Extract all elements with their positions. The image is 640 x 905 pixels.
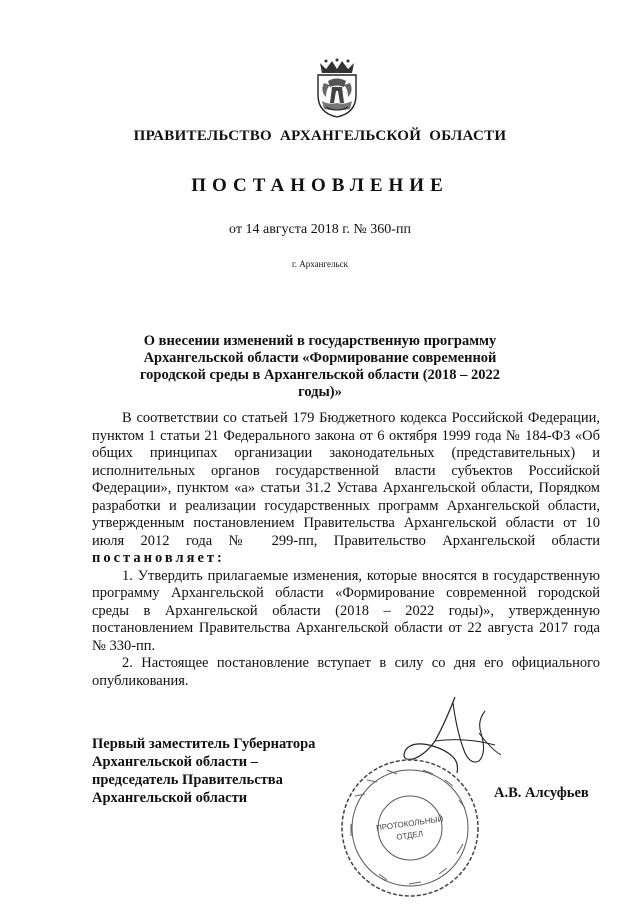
document-date-number: от 14 августа 2018 г. № 360-пп [229, 222, 411, 237]
signatory-line: Первый заместитель Губернатора [92, 736, 316, 752]
decree-item-1: 1. Утвердить прилагаемые изменения, которые вносятся в государственную программу Архангельской области «Формирование современной городской среды в Архангельской области (2018 – 2022 годы)», утвержденную постановлением Правительства Архангельской области от 22 августа 2017 года № 330-пп. [92, 567, 600, 654]
signatory-line: председатель Правительства [92, 772, 283, 788]
preamble-paragraph [92, 410, 600, 568]
signatory-name: А.В. Алсуфьев [494, 785, 589, 801]
stamp-text-line-1: ПРОТОКОЛЬНЫЙ [375, 814, 444, 833]
document-body [92, 410, 600, 690]
document-type: ПОСТАНОВЛЕНИЕ [191, 175, 449, 196]
stamp-text-line-2: ОТДЕЛ [395, 829, 424, 842]
coat-of-arms-icon [314, 57, 360, 119]
decree-word: постановляет: [92, 550, 225, 566]
subject-line: Архангельской области «Формирование современной [143, 350, 497, 366]
subject-line: городской среды в Архангельской области (2018 – 2022 годы)» [139, 367, 501, 400]
signatory-position [92, 735, 315, 807]
signatory-line: Архангельской области – [92, 754, 258, 770]
subject-line: О внесении изменений в государственную программу [143, 333, 497, 349]
preamble-text: В соответствии со статьей 179 Бюджетного кодекса Российской Федерации, пунктом 1 статьи 21 Федерального закона от 6 октября 1999 года № 184-ФЗ «Об общих принципах организации законодательных (представительных) и исполнительных органов государственной власти субъектов Российской Федерации», пунктом «а» статьи 31.2 Устава Архангельской области, Порядком разработки и реализации государственных программ Архангельской области, утвержденным постановлением Правительства Архангельской области от 10 июля 2012 года № 299-пп, Правительство Архангельской области [92, 410, 600, 549]
document-place: г. Архангельск [292, 259, 348, 269]
signatory-line: Архангельской области [92, 790, 248, 806]
official-stamp [335, 756, 485, 901]
government-title: ПРАВИТЕЛЬСТВО АРХАНГЕЛЬСКОЙ ОБЛАСТИ [133, 128, 507, 144]
decree-item-2: 2. Настоящее постановление вступает в силу со дня его официального опубликования. [92, 655, 600, 689]
document-subject [120, 333, 520, 401]
